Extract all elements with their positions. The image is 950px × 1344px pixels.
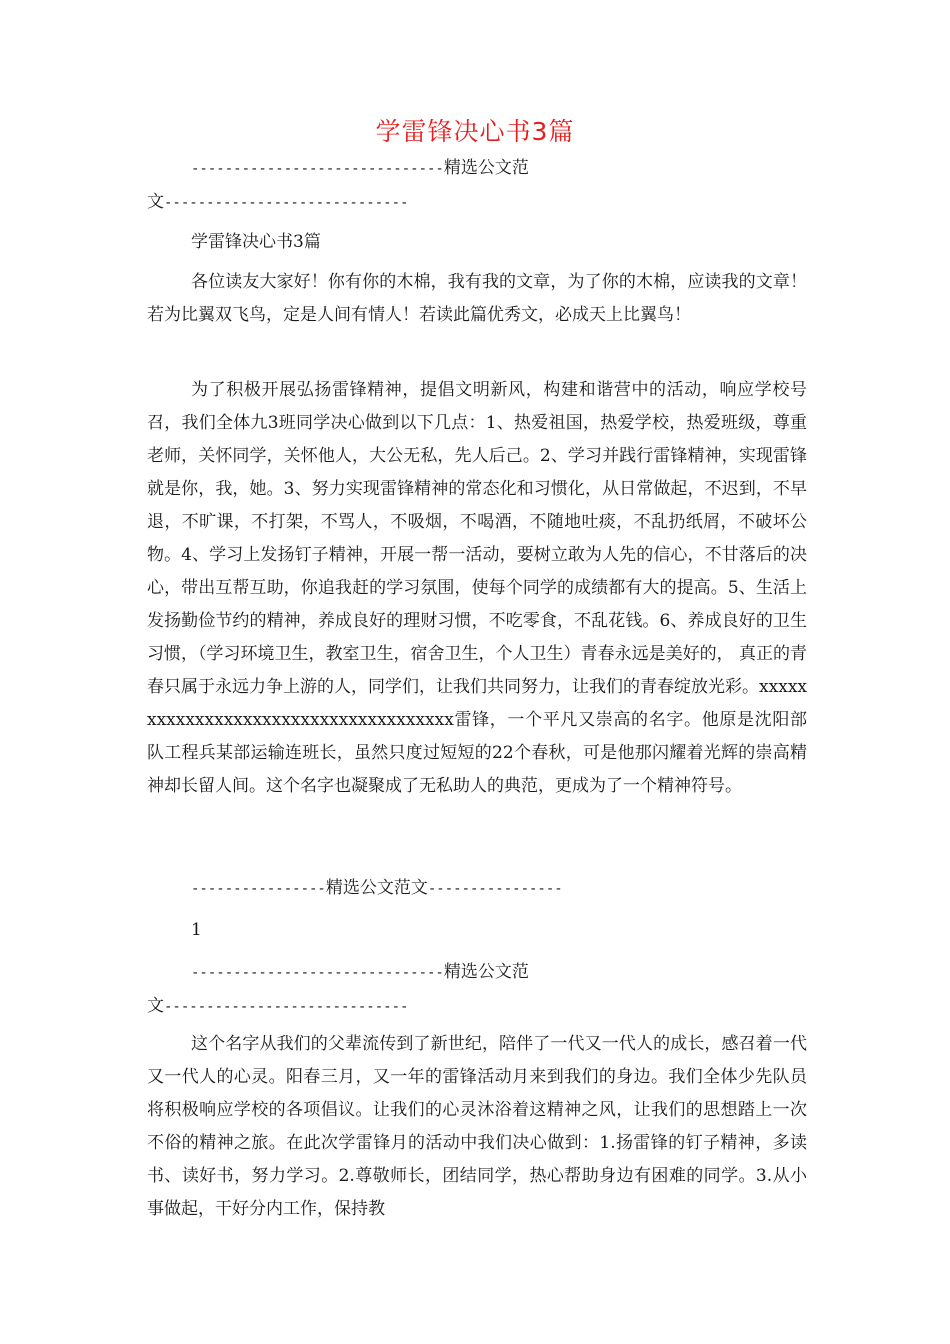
separator-label: 精选公文范 — [443, 158, 529, 178]
separator-wrap-char: 文 — [147, 192, 164, 212]
separator-dashes: ----------------------------- — [164, 999, 409, 1015]
separator-label: 精选公文范 — [443, 962, 529, 982]
header-separator — [147, 152, 807, 220]
separator-wrap-char: 文 — [147, 996, 164, 1016]
separator-dashes: ---------------- — [191, 881, 326, 897]
header-separator — [147, 956, 807, 1024]
separator-dashes: ------------------------------ — [191, 161, 444, 177]
separator-label: 精选公文范文 — [325, 878, 428, 898]
page-number: 1 — [191, 920, 202, 940]
paragraph-resolution: 为了积极开展弘扬雷锋精神，提倡文明新风，构建和谐营中的活动，响应学校号召，我们全体九3班同学决心做到以下几点：1、热爱祖国，热爱学校，热爱班级，尊重老师，关怀同学，关怀他人，大公无私，先人后己。2、学习并践行雷锋精神，实现雷锋就是你，我，她。3、努力实现雷锋精神的常态化和习惯化，从日常做起，不迟到，不早退，不旷课，不打架，不骂人，不吸烟，不喝酒，不随地吐痰，不乱扔纸屑，不破坏公物。4、学习上发扬钉子精神，开展一帮一活动，要树立敢为人先的信心，不甘落后的决心，带出互帮互助，你追我赶的学习氛围，使每个同学的成绩都有大的提高。5、生活上发扬勤俭节约的精神，养成良好的理财习惯，不吃零食，不乱花钱。6、养成良好的卫生习惯，（学习环境卫生，教室卫生，宿舍卫生，个人卫生）青春永远是美好的， 真正的青春只属于永远力争上游的人，同学们，让我们共同努力，让我们的青春绽放光彩。xxxxxxxxxxxxxxxxxxxxxxxxxxxxxxxxxxxxx雷锋，一个平凡又崇高的名字。他原是沈阳部队工程兵某部运输连班长，虽然只度过短短的22个春秋，可是他那闪耀着光辉的崇高精神却长留人间。这个名字也凝聚成了无私助人的典范，更成为了一个精神符号。 — [147, 380, 807, 796]
document-title: 学雷锋决心书3篇 — [375, 117, 575, 146]
separator-dashes: ------------------------------ — [191, 965, 444, 981]
paragraph-intro: 各位读友大家好！你有你的木棉，我有我的文章，为了你的木棉，应读我的文章！若为比翼双飞鸟，定是人间有情人！若读此篇优秀文，必成天上比翼鸟！ — [147, 272, 807, 325]
separator-dashes: ----------------------------- — [164, 195, 409, 211]
document-heading: 学雷锋决心书3篇 — [191, 232, 321, 252]
separator-dashes: ---------------- — [427, 881, 563, 897]
paragraph-continuation: 这个名字从我们的父辈流传到了新世纪，陪伴了一代又一代人的成长，感召着一代又一代人的心灵。阳春三月，又一年的雷锋活动月来到我们的身边。我们全体少先队员将积极响应学校的各项倡议。让我们的心灵沐浴着这精神之风，让我们的思想踏上一次不俗的精神之旅。在此次学雷锋月的活动中我们决心做到：1.扬雷锋的钉子精神，多读书、读好书，努力学习。2.尊敬师长，团结同学，热心帮助身边有困难的同学。3.从小事做起，干好分内工作，保持教 — [147, 1034, 807, 1219]
footer-separator — [147, 872, 807, 906]
